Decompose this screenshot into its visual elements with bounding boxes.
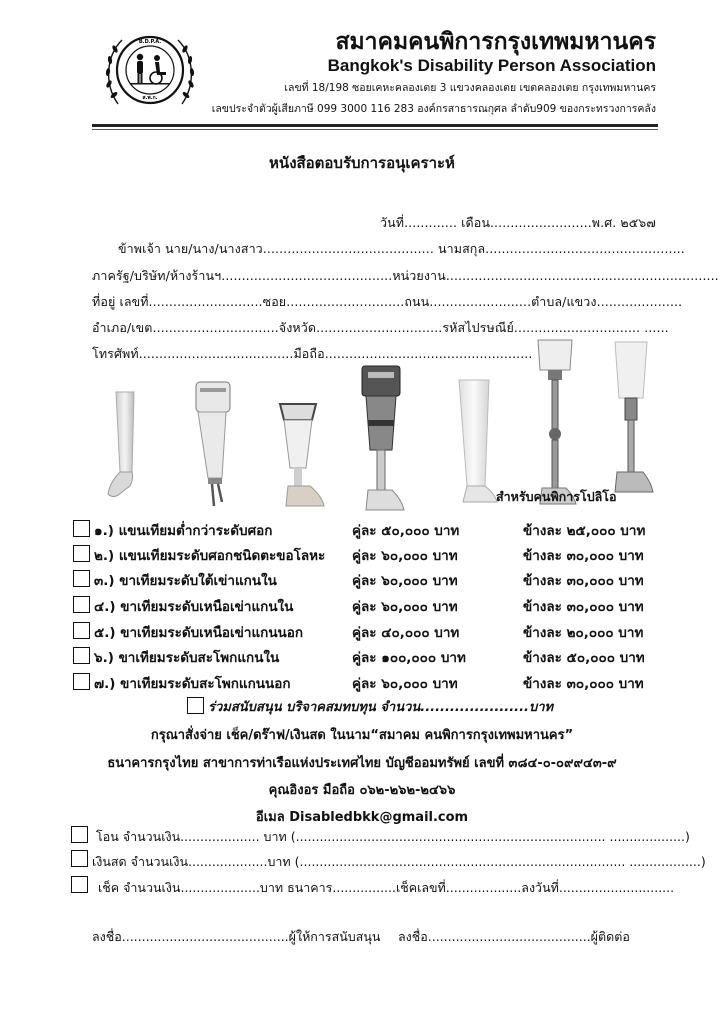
donation-line: ร่วมสนับสนุน บริจาคสมทบทุน จำนวน......................บาท xyxy=(208,700,554,715)
item-5-pair-price: คู่ละ ๔๐,๐๐๐ บาท xyxy=(352,625,460,641)
polio-section-label: สำหรับคนพิการโปลิโอ xyxy=(496,489,617,504)
document-title: หนังสือตอบรับการอนุเคราะห์ xyxy=(269,154,455,172)
prosthetic-hook-arm-image xyxy=(186,378,242,513)
item-1-side-price: ข้างละ ๒๕,๐๐๐ บาท xyxy=(523,523,646,539)
org-address: เลขที่ 18/198 ซอยเคหะคลองเตย 3 แขวงคลองเตย เขตคลองเตย กรุงเทพมหานคร xyxy=(284,82,656,94)
below-knee-prosthesis-image xyxy=(266,398,332,512)
association-logo xyxy=(100,22,200,122)
item-3-checkbox[interactable] xyxy=(73,570,90,587)
item-4-checkbox[interactable] xyxy=(73,596,90,613)
item-7-checkbox[interactable] xyxy=(73,673,90,690)
item-3-pair-price: คู่ละ ๖๐,๐๐๐ บาท xyxy=(352,573,458,589)
cheque-details-field[interactable]: เช็ค จำนวนเงิน....................บาท ธนาคาร................เช็คเลขที่...................ลงวันที่............................. xyxy=(98,880,675,895)
prosthetic-forearm-image xyxy=(100,382,160,510)
cash-amount-field[interactable]: เงินสด จำนวนเงิน....................บาท (.................................................................................. ..................) xyxy=(92,854,706,869)
supporter-signature-field[interactable]: ลงชื่อ..........................................ผู้ให้การสนับสนุน xyxy=(92,929,381,944)
item-6-side-price: ข้างละ ๕๐,๐๐๐ บาท xyxy=(523,650,645,666)
contact-signature-field[interactable]: ลงชื่อ.........................................ผู้ติดต่อ xyxy=(398,929,630,944)
item-6-checkbox[interactable] xyxy=(73,647,90,664)
org-name-english: Bangkok's Disability Person Association xyxy=(327,56,656,75)
contact-person-line: คุณอิงอร มือถือ ๐๖๒-๒๖๒-๒๔๖๖ xyxy=(268,783,456,798)
item-4-side-price: ข้างละ ๓๐,๐๐๐ บาท xyxy=(523,599,644,615)
donation-checkbox[interactable] xyxy=(187,697,204,714)
svg-text:B.D.P.A.: B.D.P.A. xyxy=(138,39,162,45)
hip-prosthesis-image xyxy=(530,336,580,508)
item-4-label: ๔.) ขาเทียมระดับเหนือเข่าแกนใน xyxy=(94,599,294,615)
organization-field[interactable]: ภาครัฐ/บริษัท/ห้างร้านฯ..........................................หน่วยงาน................................................................... xyxy=(92,268,719,283)
above-knee-prosthesis-image xyxy=(350,360,410,515)
bank-account-line: ธนาคารกรุงไทย สาขาการท่าเรือแห่งประเทศไทย บัญชีออมทรัพย์ เลขที่ ๓๘๔-๐-๐๙๙๔๓-๙ xyxy=(107,756,617,771)
transfer-checkbox[interactable] xyxy=(71,826,88,843)
item-1-checkbox[interactable] xyxy=(73,520,90,537)
item-6-label: ๖.) ขาเทียมระดับสะโพกแกนใน xyxy=(94,650,280,666)
item-5-checkbox[interactable] xyxy=(73,622,90,639)
email-line: อีเมล Disabledbkk@gmail.com xyxy=(255,810,469,825)
item-7-side-price: ข้างละ ๓๐,๐๐๐ บาท xyxy=(523,676,644,692)
cash-checkbox[interactable] xyxy=(71,850,88,867)
org-tax-id: เลขประจำตัวผู้เสียภาษี 099 3000 116 283 องค์กรสาธารณกุศล ลำดับ909 ของกระทรวงการคลัง xyxy=(211,103,656,115)
date-field[interactable]: วันที่............. เดือน.........................พ.ศ. ๒๕๖๗ xyxy=(380,215,656,230)
cheque-checkbox[interactable] xyxy=(71,876,88,893)
hip-exoskeletal-prosthesis-image xyxy=(605,338,657,498)
item-4-pair-price: คู่ละ ๖๐,๐๐๐ บาท xyxy=(352,599,458,615)
transfer-amount-field[interactable]: โอน จำนวนเงิน.................... บาท (.............................................................................. ...................) xyxy=(96,829,690,844)
item-7-pair-price: คู่ละ ๖๐,๐๐๐ บาท xyxy=(352,676,458,692)
item-7-label: ๗.) ขาเทียมระดับสะโพกแกนนอก xyxy=(94,676,291,692)
item-3-label: ๓.) ขาเทียมระดับใต้เข่าแกนใน xyxy=(94,573,277,589)
item-2-checkbox[interactable] xyxy=(73,545,90,562)
item-2-pair-price: คู่ละ ๖๐,๐๐๐ บาท xyxy=(352,548,458,564)
item-2-label: ๒.) แขนเทียมระดับศอกชนิดตะขอโลหะ xyxy=(94,548,326,564)
above-knee-exoskeletal-image xyxy=(445,376,501,506)
header-divider-thin xyxy=(92,129,658,130)
svg-text:ส.พ.ก.: ส.พ.ก. xyxy=(142,95,158,101)
item-5-label: ๕.) ขาเทียมระดับเหนือเข่าแกนนอก xyxy=(94,625,304,641)
payable-to-line: กรุณาสั่งจ่าย เช็ค/ดร๊าฟ/เงินสด ในนาม“สมาคม คนพิการกรุงเทพมหานคร” xyxy=(150,728,574,743)
item-5-side-price: ข้างละ ๒๐,๐๐๐ บาท xyxy=(523,625,644,641)
district-field[interactable]: อำเภอ/เขต...............................จังหวัด...............................รหัสไปรษณีย์............................... ...... xyxy=(92,320,669,335)
address-field[interactable]: ที่อยู่ เลขที่............................ซอย.............................ถนน.........................ตำบล/แขวง..................... xyxy=(92,294,683,309)
header-divider xyxy=(92,124,658,127)
name-field[interactable]: ข้าพเจ้า นาย/นาง/นางสาว.......................................... นามสกุล................................................. xyxy=(118,241,685,256)
phone-field[interactable]: โทรศัพท์......................................มือถือ................................................... xyxy=(92,346,533,361)
org-name-thai: สมาคมคนพิการกรุงเทพมหานคร xyxy=(335,29,656,55)
item-1-label: ๑.) แขนเทียมต่ำกว่าระดับศอก xyxy=(94,523,273,539)
item-1-pair-price: คู่ละ ๕๐,๐๐๐ บาท xyxy=(352,523,460,539)
item-2-side-price: ข้างละ ๓๐,๐๐๐ บาท xyxy=(523,548,644,564)
item-3-side-price: ข้างละ ๓๐,๐๐๐ บาท xyxy=(523,573,644,589)
item-6-pair-price: คู่ละ ๑๐๐,๐๐๐ บาท xyxy=(352,650,466,666)
